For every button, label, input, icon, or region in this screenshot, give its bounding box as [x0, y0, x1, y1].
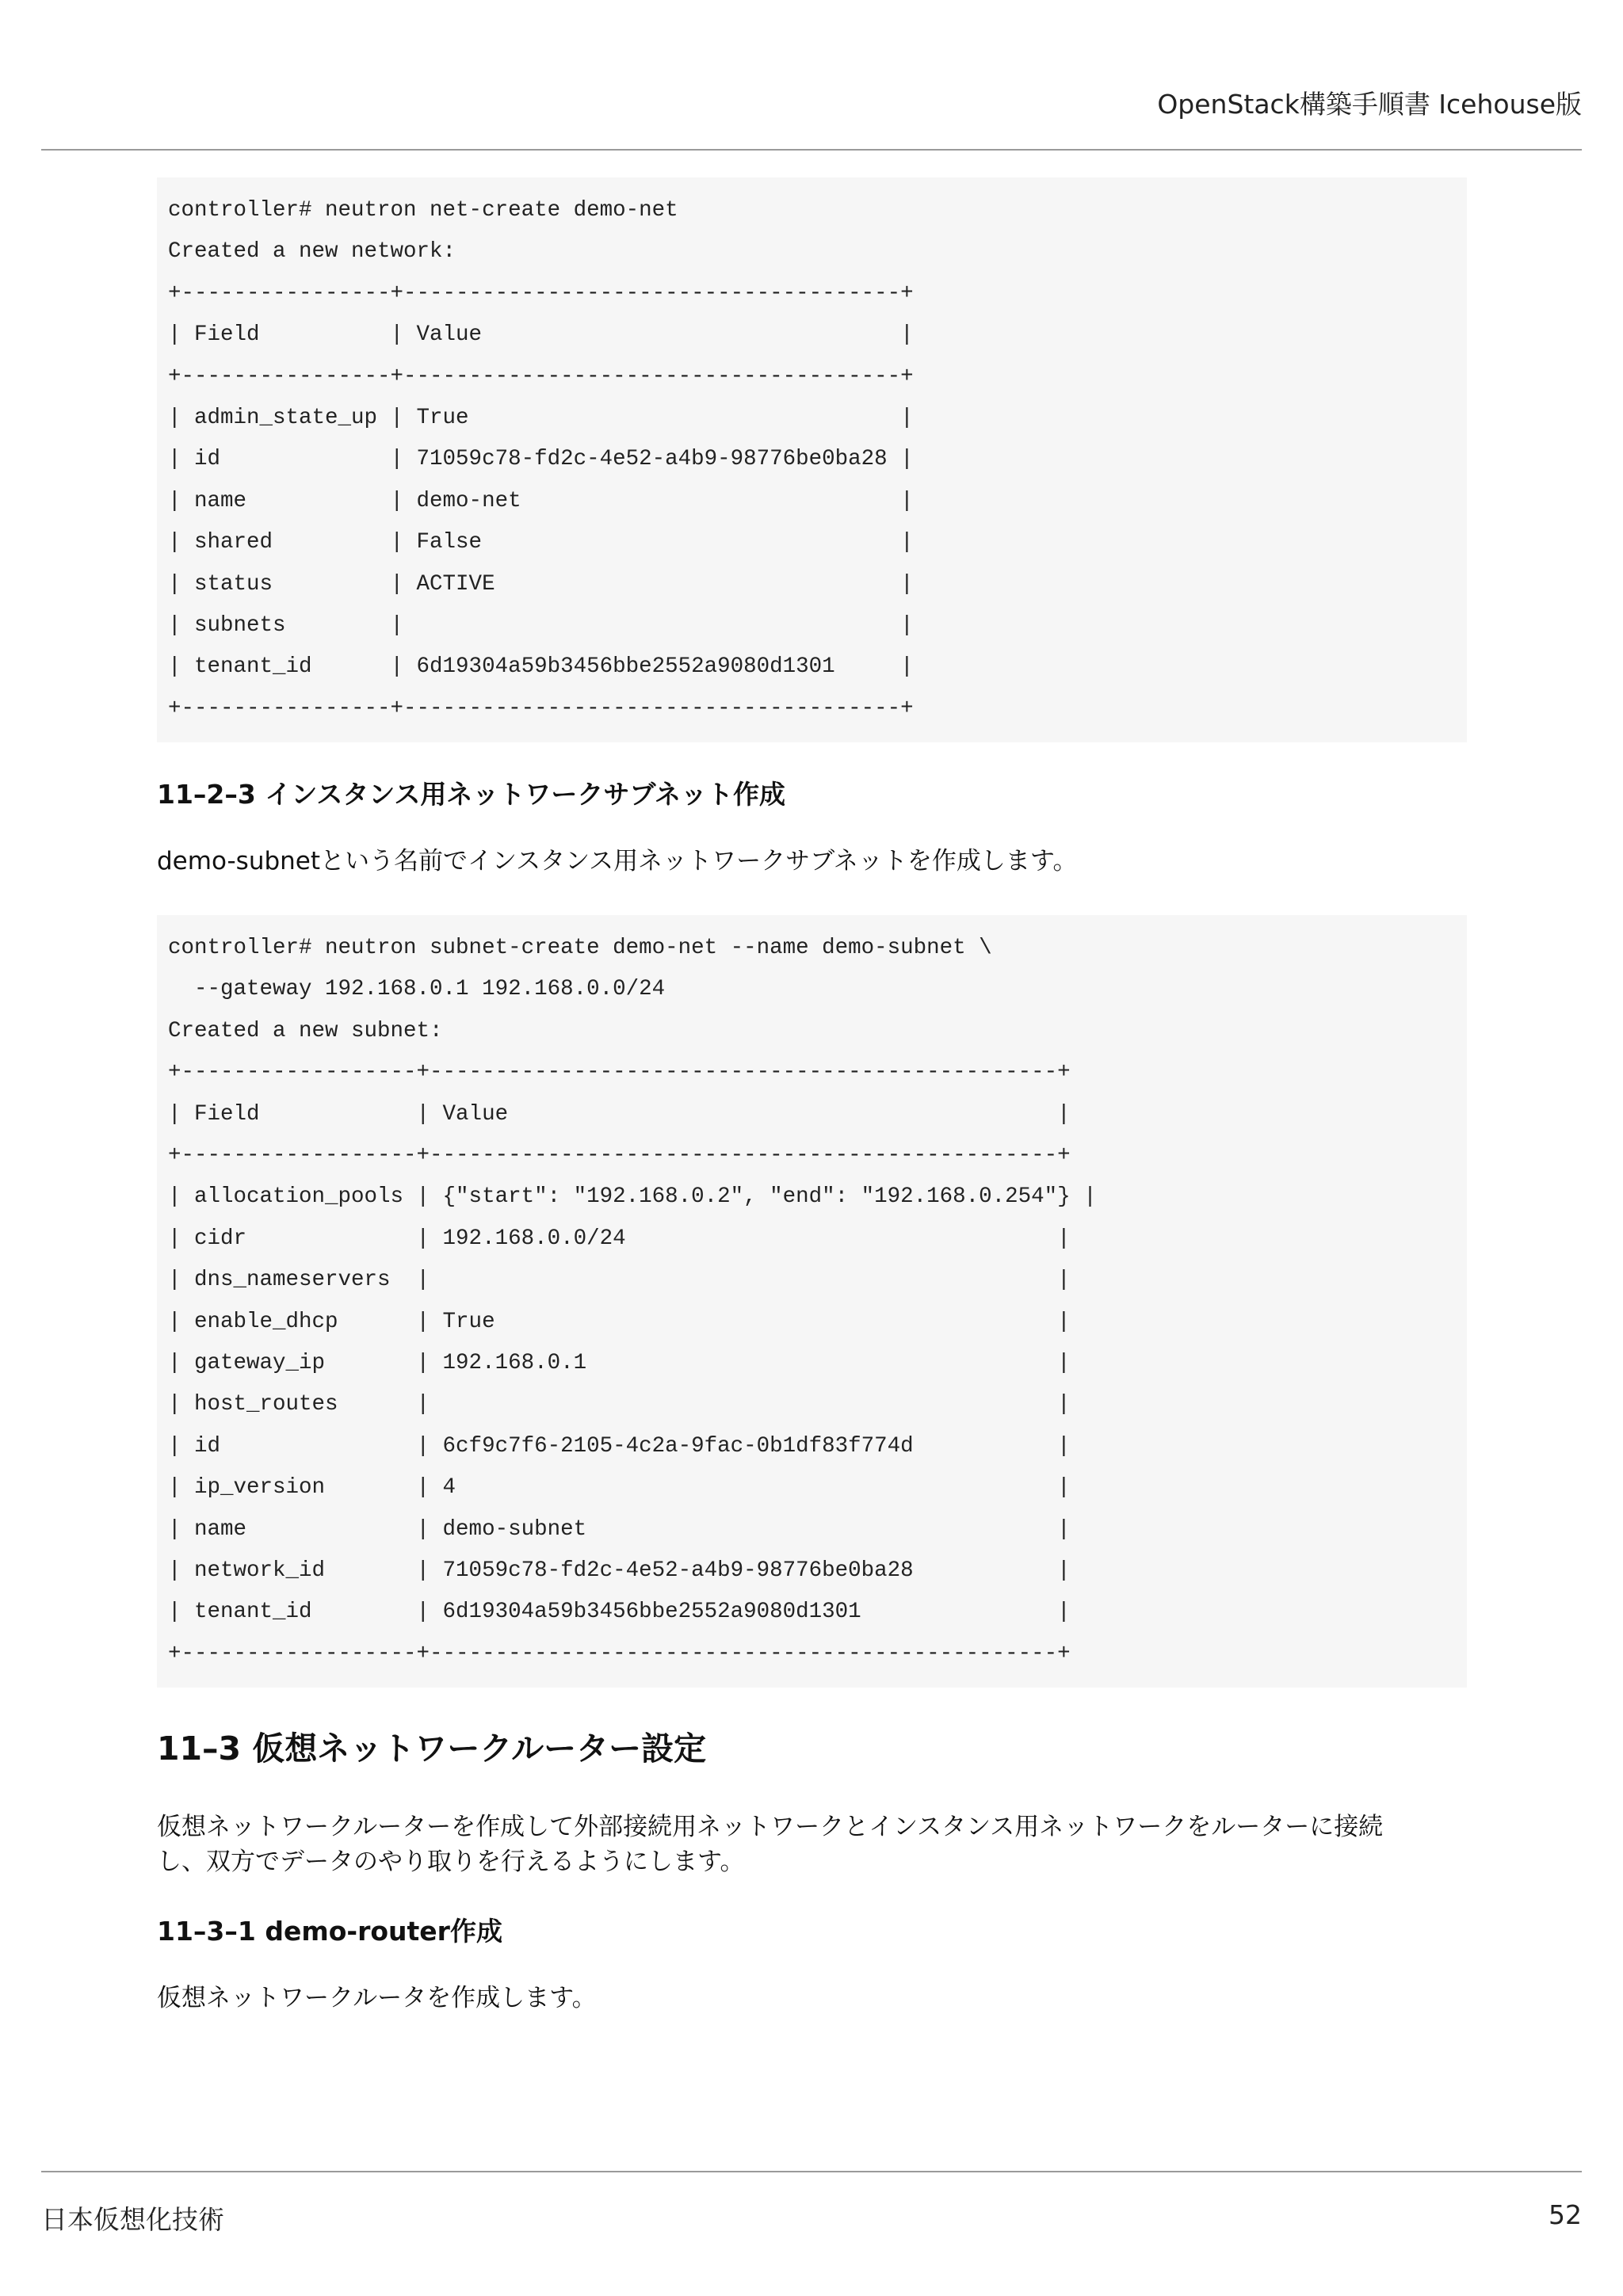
code-line: +------------------+------------------------------------------------+ [168, 1143, 1071, 1169]
code-line: | network_id | 71059c78-fd2c-4e52-a4b9-98776be0ba28 | [168, 1558, 1071, 1583]
code-line: controller# neutron subnet-create demo-net --name demo-subnet \ [168, 936, 992, 961]
code-line: +----------------+--------------------------------------+ [168, 364, 914, 389]
page-header: OpenStack構築手順書 Icehouse版 [1157, 89, 1582, 120]
code-line: | tenant_id | 6d19304a59b3456bbe2552a9080d1301 | [168, 654, 914, 680]
code-line: | tenant_id | 6d19304a59b3456bbe2552a9080d1301 | [168, 1600, 1071, 1625]
page-number: 52 [1549, 2199, 1582, 2230]
code-line: | gateway_ip | 192.168.0.1 | [168, 1350, 1071, 1375]
section-heading-11-3: 11–3 仮想ネットワークルーター設定 [157, 1730, 707, 1768]
code-line: --gateway 192.168.0.1 192.168.0.0/24 [168, 977, 666, 1002]
header-divider [41, 149, 1582, 151]
section-paragraph-11-3 [157, 1810, 1467, 1879]
code-line: | name | demo-subnet | [168, 1516, 1071, 1542]
code-line: Created a new network: [168, 239, 456, 265]
paragraph-line: 仮想ネットワークルーターを作成して外部接続用ネットワークとインスタンス用ネットワークをルーターに接続 [157, 1813, 1384, 1842]
code-line: | id | 71059c78-fd2c-4e52-a4b9-98776be0ba28 | [168, 447, 914, 472]
code-line: | shared | False | [168, 530, 914, 555]
code-line: | status | ACTIVE | [168, 571, 914, 597]
footer-divider [41, 2171, 1582, 2172]
code-line: +----------------+--------------------------------------+ [168, 696, 914, 721]
code-line: | Field | Value | [168, 1101, 1071, 1127]
code-line: +------------------+------------------------------------------------+ [168, 1641, 1071, 1666]
code-line: controller# neutron net-create demo-net [168, 198, 678, 223]
code-line: | dns_nameservers | | [168, 1268, 1071, 1293]
code-block-subnet-create [157, 915, 1467, 1688]
code-block-net-create [157, 177, 1467, 742]
code-line: Created a new subnet: [168, 1018, 443, 1043]
code-line: +------------------+------------------------------------------------+ [168, 1060, 1071, 1085]
code-line: | enable_dhcp | True | [168, 1309, 1071, 1334]
section-heading-11-2-3: 11–2–3 インスタンス用ネットワークサブネット作成 [157, 779, 786, 810]
code-line: | admin_state_up | True | [168, 405, 914, 430]
code-line: | name | demo-net | [168, 488, 914, 513]
code-line: | Field | Value | [168, 322, 914, 348]
footer-company: 日本仮想化技術 [41, 2204, 224, 2235]
section-paragraph-11-3-1: 仮想ネットワークルータを作成します。 [157, 1984, 597, 2013]
section-heading-11-3-1: 11–3–1 demo-router作成 [157, 1916, 502, 1947]
code-line: | host_routes | | [168, 1392, 1071, 1417]
code-line: | cidr | 192.168.0.0/24 | [168, 1226, 1071, 1251]
code-line: | allocation_pools | {"start": "192.168.0.2", "end": "192.168.0.254"} | [168, 1184, 1097, 1210]
section-paragraph-11-2-3: demo-subnetという名前でインスタンス用ネットワークサブネットを作成します。 [157, 847, 1078, 876]
code-line: | id | 6cf9c7f6-2105-4c2a-9fac-0b1df83f774d | [168, 1433, 1071, 1459]
code-line: | subnets | | [168, 612, 914, 638]
code-line: | ip_version | 4 | [168, 1475, 1071, 1501]
paragraph-line: し、双方でデータのやり取りを行えるようにします。 [157, 1848, 745, 1877]
code-line: +----------------+--------------------------------------+ [168, 280, 914, 306]
page-content [157, 177, 1467, 2016]
